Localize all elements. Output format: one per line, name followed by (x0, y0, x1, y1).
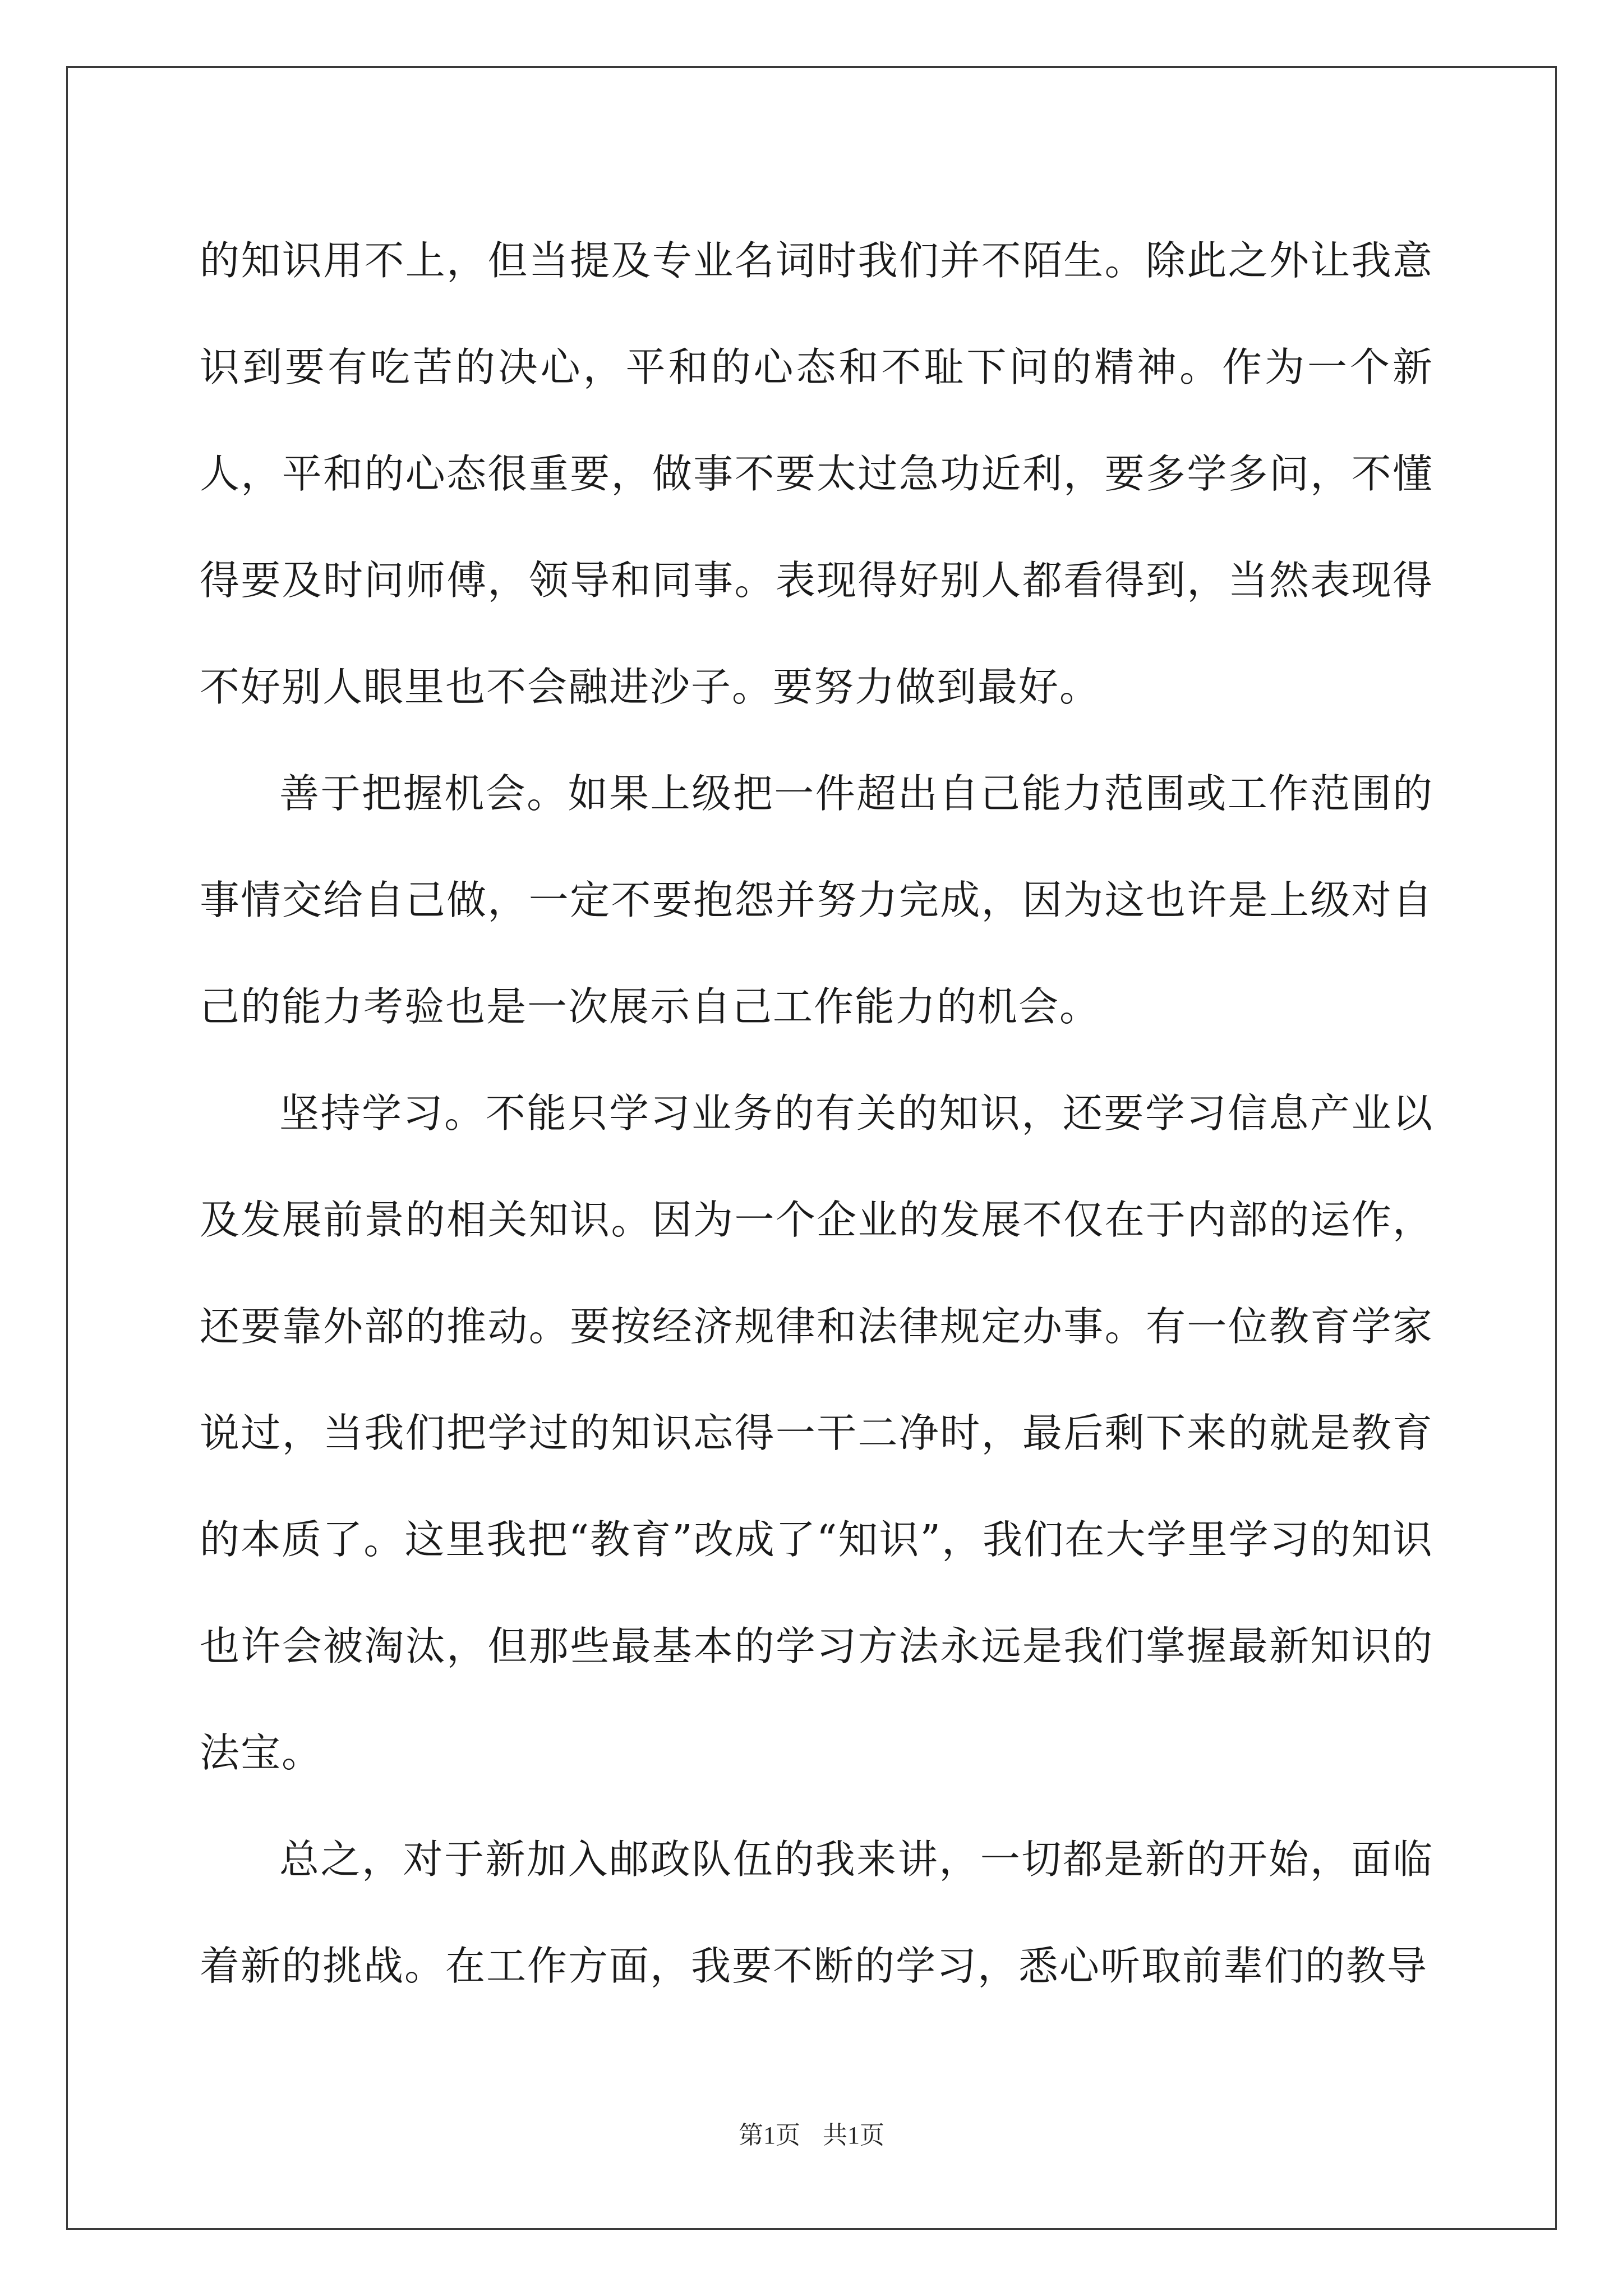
page-number: 第1页 (739, 2122, 800, 2149)
page-footer (0, 2115, 1623, 2151)
paragraph-3: 坚持学习。不能只学习业务的有关的知识，还要学习信息产业以及发展前景的相关知识。因为一个企业的发展不仅在于内部的运作，还要靠外部的推动。要按经济规律和法律规定办事。有一位教育学家说过，当我们把学过的知识忘得一干二净时，最后剩下来的就是教育的本质了。这里我把“教育”改成了“知识”，我们在大学里学习的知识也许会被淘汰，但那些最基本的学习方法永远是我们掌握最新知识的法宝。 (200, 1090, 1433, 1776)
paragraph-1: 的知识用不上，但当提及专业名词时我们并不陌生。除此之外让我意识到要有吃苦的决心，平和的心态和不耻下问的精神。作为一个新人，平和的心态很重要，做事不要太过急功近利，要多学多问，不懂得要及时问师傅，领导和同事。表现得好别人都看得到，当然表现得不好别人眼里也不会融进沙子。要努力做到最好。 (200, 237, 1433, 710)
document-body (200, 208, 1433, 2019)
page-total: 共1页 (823, 2122, 884, 2149)
paragraph-2: 善于把握机会。如果上级把一件超出自己能力范围或工作范围的事情交给自己做，一定不要抱怨并努力完成，因为这也许是上级对自己的能力考验也是一次展示自己工作能力的机会。 (200, 770, 1433, 1030)
paragraph-4: 总之，对于新加入邮政队伍的我来讲，一切都是新的开始，面临着新的挑战。在工作方面，我要不断的学习，悉心听取前辈们的教导 (200, 1836, 1433, 1989)
